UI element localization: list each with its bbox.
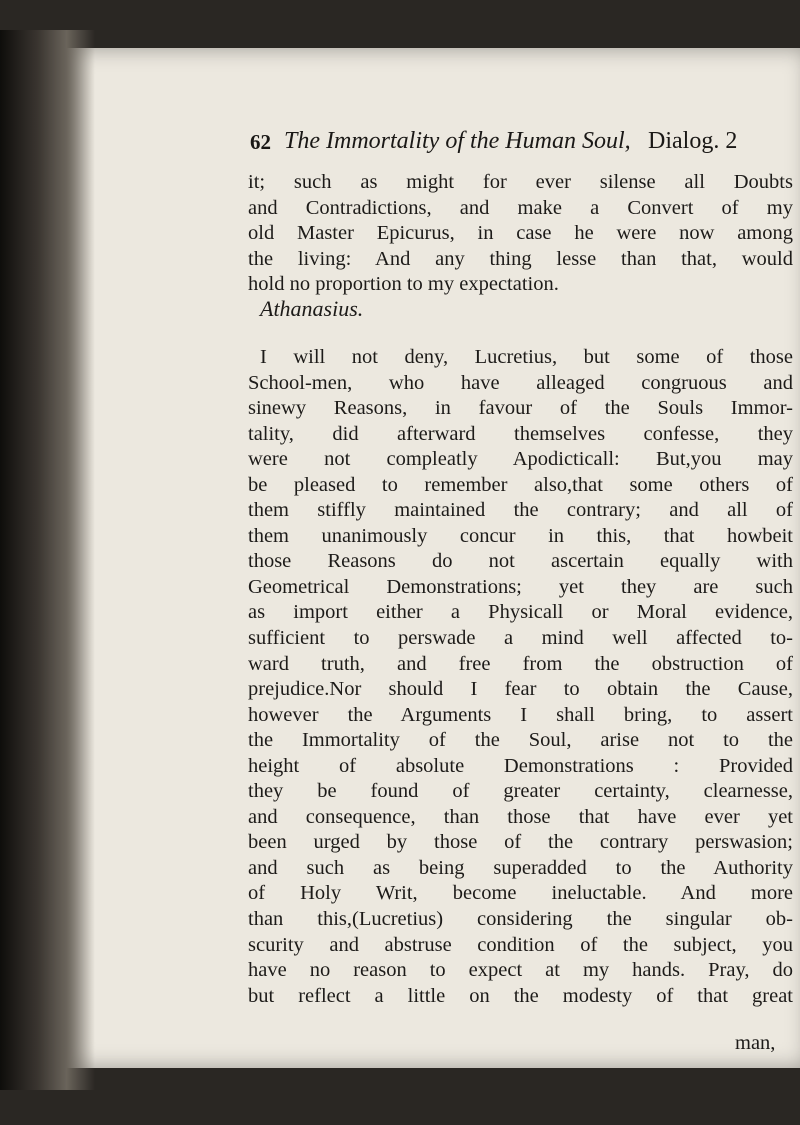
text-line: tality, did afterward themselves confesse, they (248, 422, 793, 445)
text-line: as import either a Physicall or Moral evidence, (248, 601, 793, 624)
text-line: height of absolute Demonstrations : Provided (248, 754, 793, 777)
text-line: of Holy Writ, become ineluctable. And more (248, 882, 793, 905)
paragraph-1 (248, 170, 793, 298)
text-line: the Immortality of the Soul, arise not to the (248, 729, 793, 752)
text-line: however the Arguments I shall bring, to assert (248, 703, 793, 726)
page-number: 62 (250, 130, 271, 154)
text-line: and such as being superadded to the Authority (248, 856, 793, 879)
running-title: The Immortality of the Human Soul, (284, 128, 631, 154)
text-line: hold no proportion to my expectation. (248, 273, 559, 296)
text-line: and Contradictions, and make a Convert of my (248, 196, 793, 219)
text-line: ward truth, and free from the obstruction of (248, 652, 793, 675)
catchword: man, (735, 1032, 776, 1054)
running-header (250, 128, 795, 162)
text-line: been urged by those of the contrary perswasion; (248, 831, 793, 854)
text-line: those Reasons do not ascertain equally with (248, 550, 793, 573)
text-line: it; such as might for ever silense all Doubts (248, 171, 793, 193)
text-line: but reflect a little on the modesty of that great (248, 984, 793, 1007)
text-line: the living: And any thing lesse than that, would (248, 247, 793, 270)
book-spine-shadow (0, 30, 95, 1090)
dialog-number: Dialog. 2 (648, 128, 738, 154)
text-line: scurity and abstruse condition of the subject, you (248, 933, 793, 956)
text-line: them stiffly maintained the contrary; and all of (248, 499, 793, 522)
text-line: Geometrical Demonstrations; yet they are such (248, 575, 793, 598)
text-line: were not compleatly Apodicticall: But,you may (248, 448, 793, 471)
text-line: I will not deny, Lucretius, but some of those (260, 346, 793, 368)
text-line: and consequence, than those that have ever yet (248, 805, 793, 828)
text-line: sinewy Reasons, in favour of the Souls Immor- (248, 397, 793, 420)
text-line: they be found of greater certainty, clearnesse, (248, 780, 793, 803)
text-line: prejudice.Nor should I fear to obtain the Cause, (248, 678, 793, 701)
text-line: old Master Epicurus, in case he were now among (248, 222, 793, 245)
text-line: sufficient to perswade a mind well affected to- (248, 627, 793, 650)
speaker-name: Athanasius. (260, 296, 364, 321)
text-line: School-men, who have alleaged congruous and (248, 371, 793, 394)
text-line: than this,(Lucretius) considering the singular ob- (248, 908, 793, 931)
text-line: have no reason to expect at my hands. Pray, do (248, 959, 793, 982)
paragraph-2 (248, 345, 793, 1009)
text-line: them unanimously concur in this, that howbeit (248, 524, 793, 547)
text-line: be pleased to remember also,that some others of (248, 473, 793, 496)
